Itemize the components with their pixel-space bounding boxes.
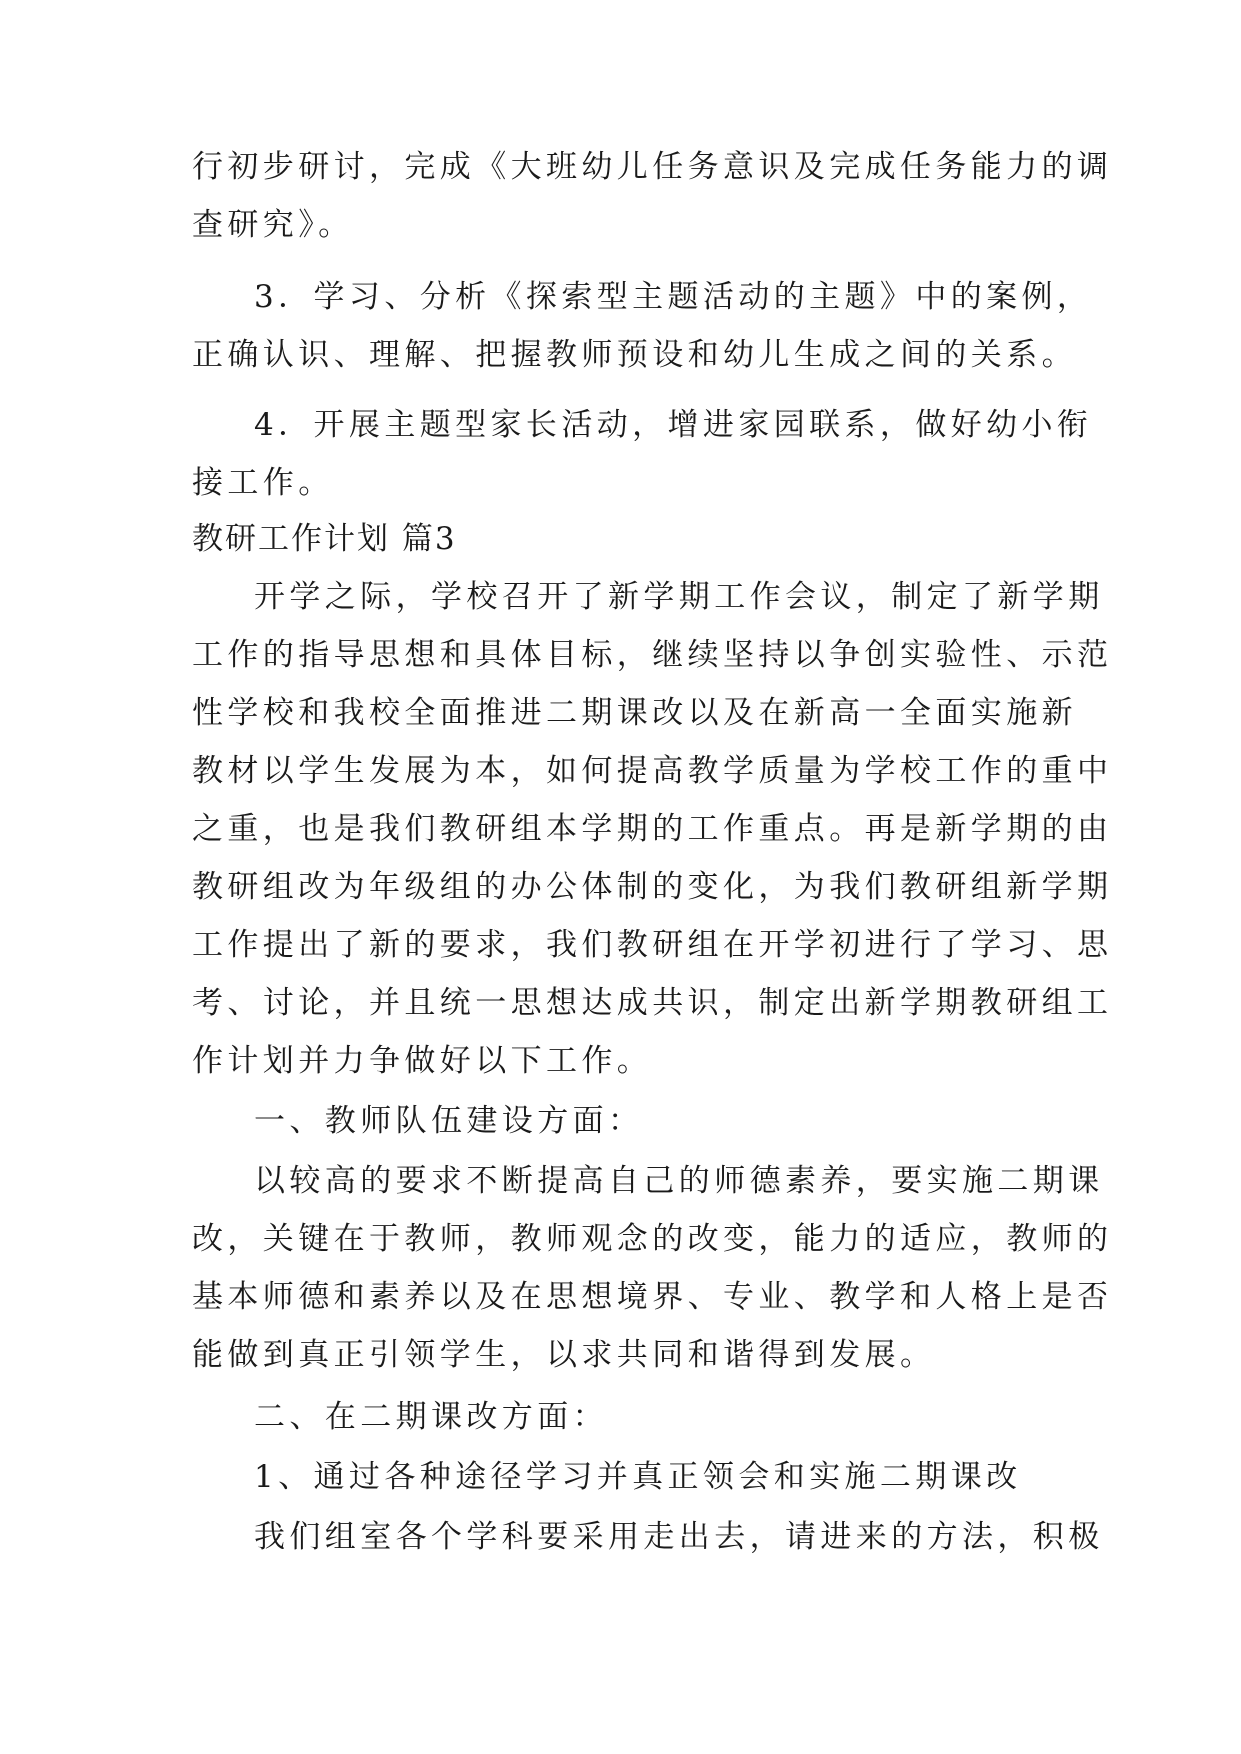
paragraph-line: 能做到真正引领学生，以求共同和谐得到发展。 xyxy=(192,1337,936,1373)
paragraph-line: 1、通过各种途径学习并真正领会和实施二期课改 xyxy=(254,1459,1022,1495)
paragraph-line: 改，关键在于教师，教师观念的改变，能力的适应，教师的 xyxy=(192,1221,1113,1257)
paragraph-line: 工作的指导思想和具体目标，继续坚持以争创实验性、示范 xyxy=(192,637,1113,673)
paragraph-line: 考、讨论，并且统一思想达成共识，制定出新学期教研组工 xyxy=(192,985,1113,1021)
paragraph-line: 之重，也是我们教研组本学期的工作重点。再是新学期的由 xyxy=(192,811,1113,847)
paragraph-line: 教材以学生发展为本，如何提高教学质量为学校工作的重中 xyxy=(192,753,1113,789)
paragraph-line: 教研组改为年级组的办公体制的变化，为我们教研组新学期 xyxy=(192,869,1113,905)
paragraph-line: 4．开展主题型家长活动，增进家园联系，做好幼小衔 xyxy=(254,407,1093,443)
paragraph-line: 3．学习、分析《探索型主题活动的主题》中的案例， xyxy=(254,279,1093,315)
paragraph-line: 工作提出了新的要求，我们教研组在开学初进行了学习、思 xyxy=(192,927,1113,963)
paragraph-line: 我们组室各个学科要采用走出去，请进来的方法，积极 xyxy=(254,1519,1104,1555)
paragraph-line: 接工作。 xyxy=(192,465,334,501)
subsection-heading: 一、教师队伍建设方面： xyxy=(254,1103,644,1139)
paragraph-line: 性学校和我校全面推进二期课改以及在新高一全面实施新 xyxy=(192,695,1077,731)
paragraph-line: 查研究》。 xyxy=(192,207,354,243)
paragraph-line: 正确认识、理解、把握教师预设和幼儿生成之间的关系。 xyxy=(192,337,1077,373)
paragraph-line: 行初步研讨，完成《大班幼儿任务意识及完成任务能力的调 xyxy=(192,149,1113,185)
paragraph-line: 作计划并力争做好以下工作。 xyxy=(192,1043,653,1079)
section-heading: 教研工作计划 篇3 xyxy=(192,521,457,557)
paragraph-line: 开学之际，学校召开了新学期工作会议，制定了新学期 xyxy=(254,579,1104,615)
paragraph-line: 以较高的要求不断提高自己的师德素养，要实施二期课 xyxy=(254,1163,1104,1199)
subsection-heading: 二、在二期课改方面： xyxy=(254,1399,608,1435)
paragraph-line: 基本师德和素养以及在思想境界、专业、教学和人格上是否 xyxy=(192,1279,1113,1315)
